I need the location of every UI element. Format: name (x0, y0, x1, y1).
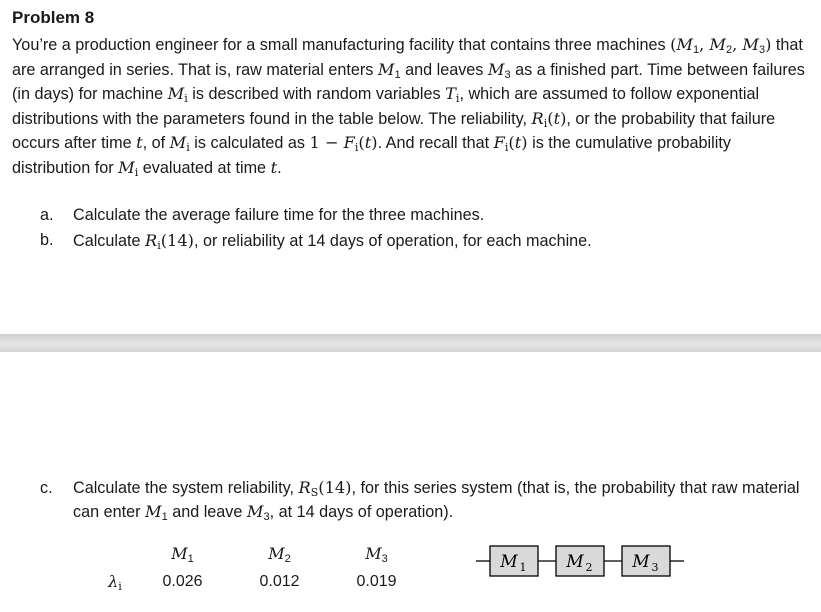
question-a-text: Calculate the average failure time for the three machines. (73, 206, 485, 224)
question-c: c. Calculate the system reliability, $R_S(14)$, for this series system (that is, the probability that raw material can enter $M_1$ and leave $M_3$, at 14 days of operation). (40, 478, 800, 523)
question-c-text-2: , for this series system (that is, the probability (351, 479, 676, 497)
intro-text-14: is the cumulative probability distribution for (12, 134, 731, 177)
intro-text-11: , of (142, 134, 166, 153)
question-c-list (40, 476, 810, 524)
block-m3 (622, 546, 670, 576)
question-a-letter: a. (40, 206, 54, 224)
problem-title: Problem 8 (12, 8, 95, 27)
question-c-text-5: , at 14 days of operation). (269, 503, 454, 521)
table-header-m3: $M_3$ (365, 544, 388, 565)
intro-text-8: , which are assumed to follow exponential distributions with the parameters found (12, 85, 760, 128)
svg-text:3: 3 (651, 561, 659, 574)
block-m2 (556, 546, 604, 576)
lambda-m3: 0.019 (356, 573, 397, 590)
question-a (40, 203, 810, 228)
intro-text-13: . And recall that (377, 134, 490, 153)
question-c-text-1: Calculate the system reliability, (73, 479, 295, 497)
intro-text-1: You’re a production engineer for a small manufacturing facility that contains three machines (12, 36, 666, 54)
question-b-text-after: , or reliability at 14 days of operation, for each machine. (193, 232, 592, 250)
intro-text-5: finished part. Time between failures (in days) for machine (12, 60, 805, 104)
svg-text:M: M (566, 552, 584, 572)
failure-rate-table (96, 540, 425, 596)
question-b: b. Calculate $R_i(14)$, or reliability at 14 days of operation, for each machine. (40, 228, 810, 254)
question-b-text: Calculate (73, 232, 141, 250)
svg-text:1: 1 (519, 561, 527, 574)
series-system-diagram (472, 543, 692, 579)
lambda-label: $\lambda_i$ (108, 572, 122, 593)
table-header-row (96, 540, 425, 568)
intro-text-7: variables (375, 85, 441, 104)
svg-text:2: 2 (585, 561, 593, 574)
intro-text-6: is described with random (192, 85, 372, 104)
question-list (40, 203, 810, 254)
svg-text:M: M (632, 552, 650, 572)
intro-text-16: . (277, 158, 282, 177)
intro-text-12: is calculated as (194, 134, 305, 153)
intro-text-10: , or the probability that failure occurs after time (12, 109, 776, 153)
table-header-m2: $M_2$ (268, 544, 291, 565)
intro-text-3: and leaves (405, 60, 484, 79)
intro-text-9: in the table below. The reliability, (294, 109, 528, 128)
question-c-text-4: and leave (172, 503, 243, 521)
block-m1 (490, 546, 538, 576)
table-header-m1: $M_1$ (171, 544, 194, 565)
question-c-text-3: that raw material can enter (73, 479, 800, 521)
intro-text-2: that are arranged in series. That is, raw material enters (12, 36, 803, 79)
intro-text-4: as a (515, 60, 546, 79)
lambda-m2: 0.012 (259, 573, 300, 590)
question-c-letter: c. (40, 479, 53, 497)
question-b-letter: b. (40, 231, 54, 249)
page-divider (0, 334, 821, 352)
lambda-m1: 0.026 (162, 573, 203, 590)
table-row (96, 568, 425, 596)
intro-text-15: evaluated at time (142, 158, 267, 177)
svg-text:M: M (500, 552, 518, 572)
problem-statement: You’re a production engineer for a small manufacturing facility that contains three machines ($M_1$, $M_2$, $M_3$) that are arranged in series. That is, raw material enters $M_1$ and leaves $M_3$ as a finished part. Time between failures (in days) for machine $M_i$ is described with random variables $T_i$, which are assumed to follow exponential distributions with the parameters found in the table below. The reliability, $R_i(t)$, or the probability that failure occurs after time t, of $M_i$ is calculated as $1 - F_i(t)$. And recall that $F_i(t)$ is the cumulative probability distribution for $M_i$ evaluated at time t. (12, 35, 805, 179)
